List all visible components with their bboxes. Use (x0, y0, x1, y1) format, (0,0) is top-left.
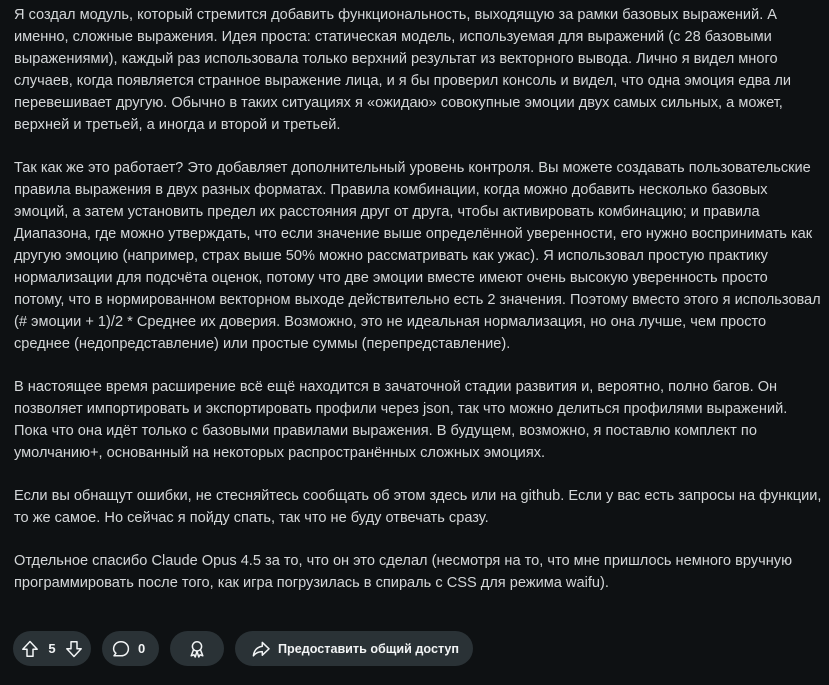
post-paragraph-3: В настоящее время расширение всё ещё находится в зачаточной стадии развития и, вероятно, полно багов. Он позволяет импортировать и экспортировать профили через json, так что можно делиться профилями выражений. Пока что она идёт только с базовыми правилами выражения. В будущем, возможно, я поставлю комплект по умолчанию+, основанный на некоторых распространённых сложных эмоциях. (14, 379, 788, 461)
comments-button[interactable] (102, 631, 159, 666)
post-action-bar (13, 631, 484, 666)
downvote-arrow-icon[interactable] (64, 639, 84, 659)
share-arrow-icon (251, 639, 271, 659)
vote-count: 5 (48, 641, 56, 656)
post-paragraph-1: Я создал модуль, который стремится добавить функциональность, выходящую за рамки базовых выражений. А именно, сложные выражения. Идея проста: статическая модель, используемая для выражений (с 28 базовыми выражениями), каждый раз использовала только верхний результат из векторного вывода. Лично я видел много случаев, когда появляется странное выражение лица, и я бы проверил консоль и видел, что одна эмоция едва ли перевешивает другую. Обычно в таких ситуациях я «ожидаю» совокупные эмоции двух самых сильных, а может, верхней и третьей, а иногда и второй и третьей. (14, 7, 792, 133)
post-body (14, 0, 822, 615)
share-button[interactable] (235, 631, 473, 666)
post-paragraph-4: Если вы обнащут ошибки, не стесняйтесь сообщать об этом здесь или на github. Если у вас есть запросы на функции, то же самое. Но сейчас я пойду спать, так что не буду отвечать сразу. (14, 488, 822, 526)
comment-count: 0 (138, 641, 146, 656)
vote-control (13, 631, 91, 666)
comment-bubble-icon (111, 639, 131, 659)
post-paragraph-5: Отдельное спасибо Claude Opus 4.5 за то, что он это сделал (несмотря на то, что мне пришлось немного вручную программировать после того, как игра погрузилась в спираль с CSS для режима waifu). (14, 553, 793, 591)
share-label: Предоставить общий доступ (278, 641, 460, 656)
award-button[interactable] (170, 631, 224, 666)
post-paragraph-2: Так как же это работает? Это добавляет дополнительный уровень контроля. Вы можете создавать пользовательские правила выражения в двух разных форматах. Правила комбинации, когда можно добавить несколько базовых эмоций, а затем установить предел их расстояния друг от друга, чтобы активировать комбинацию; и правила Диапазона, где можно утверждать, что если значение выше определённой уверенности, его нужно воспринимать как другую эмоцию (например, страх выше 50% можно рассматривать как ужас). Я использовал простую практику нормализации для подсчёта оценок, потому что две эмоции вместе имеют очень высокую уверенность просто потому, что в нормированном векторном выходе действительно есть 2 значения. Поэтому вместо этого я использовал (# эмоции + 1)/2 * Среднее их доверия. Возможно, это не идеальная нормализация, но она лучше, чем просто среднее (недопредставление) или простые суммы (перепредставление). (14, 160, 821, 352)
award-icon (187, 639, 207, 659)
upvote-arrow-icon[interactable] (20, 639, 40, 659)
